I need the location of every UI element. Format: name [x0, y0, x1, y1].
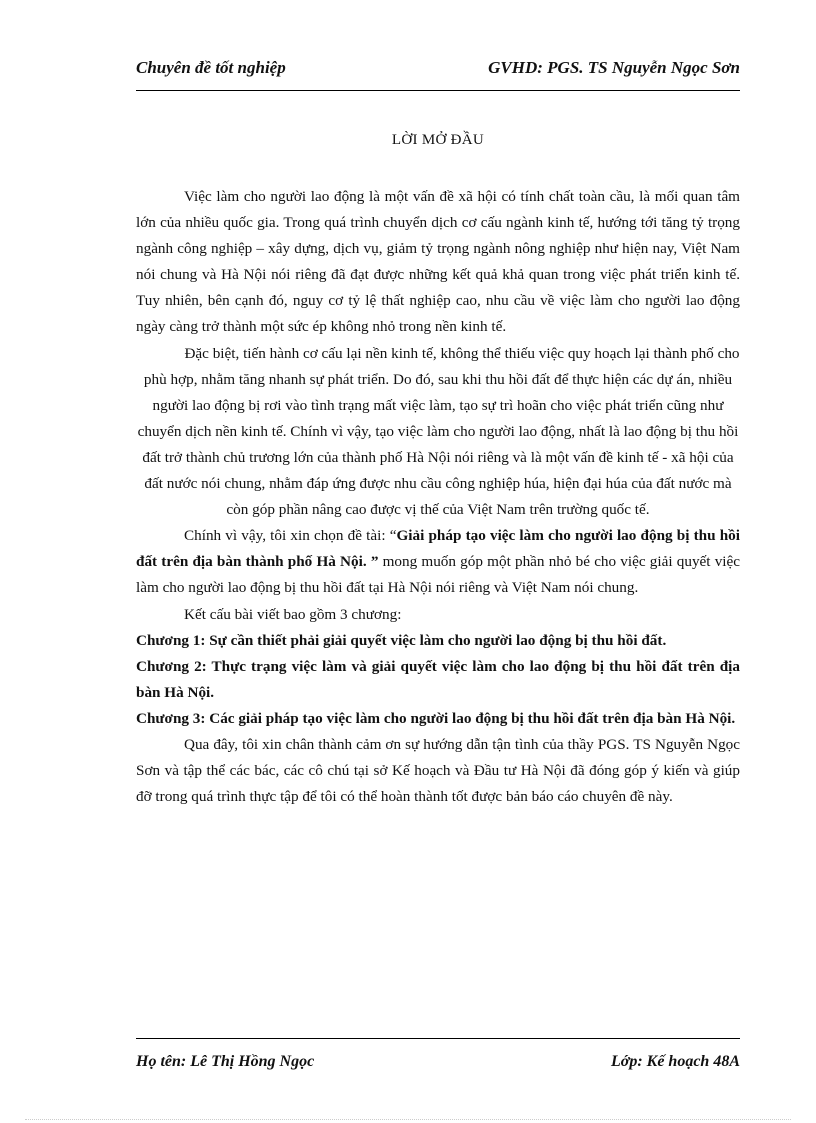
header-supervisor: GVHD: PGS. TS Nguyễn Ngọc Sơn: [488, 58, 740, 77]
document-body: [136, 184, 740, 810]
page-title: LỜI MỞ ĐẦU: [391, 132, 485, 148]
chapter-1: Chương 1: Sự cần thiết phải giải quyết việc làm cho người lao động bị thu hồi đất.: [136, 631, 667, 649]
footer-class: Lớp: Kế hoạch 48A: [610, 1053, 740, 1070]
paragraph-topic: [136, 523, 740, 601]
page-bottom-divider: [25, 1119, 791, 1120]
paragraph-intro: Việc làm cho người lao động là một vấn đề xã hội có tính chất toàn cầu, là mối quan tâm lớn của nhiều quốc gia. Trong quá trình chuyển dịch cơ cấu ngành kinh tế, hướng tới tăng tỷ trọng ngành công nghiệp – xây dựng, dịch vụ, giảm tỷ trọng ngành nông nghiệp như hiện nay, Việt Nam nói chung và Hà Nội nói riêng đã đạt được những kết quả khả quan trong việc phát triển kinh tế. Tuy nhiên, bên cạnh đó, nguy cơ tỷ lệ thất nghiệp cao, nhu cầu về việc làm cho người lao động ngày càng trở thành một sức ép không nhỏ trong nền kinh tế.: [136, 188, 740, 336]
paragraph-structure: Kết cấu bài viết bao gồm 3 chương:: [184, 605, 402, 623]
topic-lead-in: Chính vì vậy, tôi xin chọn đề tài: “: [184, 527, 397, 545]
topic-title: Giải pháp tạo việc làm cho người lao động bị thu hồi đất trên địa bàn thành phố Hà Nội. ”: [136, 527, 740, 571]
chapter-3: Chương 3: Các giải pháp tạo việc làm cho người lao động bị thu hồi đất trên địa bàn Hà Nội.: [136, 709, 736, 727]
page-header: [136, 58, 740, 91]
topic-purpose: mong muốn góp một phần nhỏ bé cho việc giải quyết việc làm cho người lao động bị thu hồi đất tại Hà Nội nói riêng và Việt Nam nói chung.: [136, 553, 740, 597]
chapter-2: Chương 2: Thực trạng việc làm và giải quyết việc làm cho lao động bị thu hồi đất trên địa bàn Hà Nội.: [136, 657, 740, 701]
paragraph-context: Đặc biệt, tiến hành cơ cấu lại nền kinh tế, không thể thiếu việc quy hoạch lại thành phố cho phù hợp, nhằm tăng nhanh sự phát triển. Do đó, sau khi thu hồi đất để thực hiện các dự án, nhiều người lao động bị rơi vào tình trạng mất việc làm, tạo sự trì hoãn cho việc phát triển cũng như chuyển dịch nền kinh tế. Chính vì vậy, tạo việc làm cho người lao động, nhất là lao động bị thu hồi đất trở thành chủ trương lớn của thành phố Hà Nội nói riêng và là một vấn đề kinh tế - xã hội của đất nước nói chung, nhằm đáp ứng được nhu cầu công nghiệp húa, hiện đại húa của đất nước mà còn góp phần nâng cao được vị thế của Việt Nam trên trường quốc tế.: [137, 344, 740, 519]
footer-author: Họ tên: Lê Thị Hồng Ngọc: [136, 1053, 315, 1070]
page-footer: [136, 1038, 740, 1071]
header-document-type: Chuyên đề tốt nghiệp: [136, 58, 286, 77]
paragraph-acknowledgement: Qua đây, tôi xin chân thành cảm ơn sự hướng dẫn tận tình của thầy PGS. TS Nguyễn Ngọc Sơn và tập thể các bác, các cô chú tại sở Kế hoạch và Đầu tư Hà Nội đã đóng góp ý kiến và giúp đỡ trong quá trình thực tập để tôi có thể hoàn thành tốt được bản báo cáo chuyên đề này.: [136, 735, 740, 806]
